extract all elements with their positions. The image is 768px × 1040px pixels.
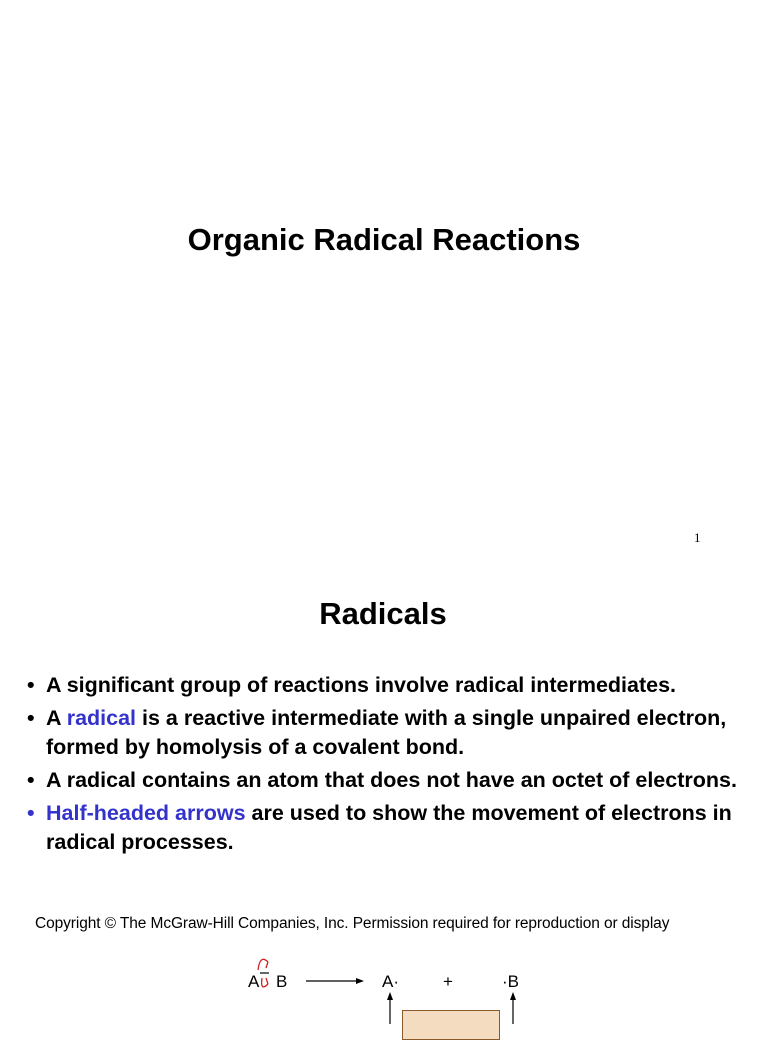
term-radical: radical — [66, 706, 137, 730]
pointer-arrowhead-right-icon — [510, 992, 516, 1000]
bullet-item — [27, 766, 757, 795]
pointer-arrowhead-left-icon — [387, 992, 393, 1000]
bullet-text-before: A — [46, 706, 67, 730]
half-headed-arrow-up-tip-icon — [266, 962, 268, 968]
page-number: 1 — [694, 530, 701, 545]
reaction-arrowhead-icon — [356, 978, 364, 984]
slide-2-title: Radicals — [319, 596, 447, 631]
radical-a: A· — [382, 972, 399, 991]
homolysis-equation — [240, 956, 540, 1024]
atom-b: B — [276, 972, 288, 991]
slide-2 — [0, 576, 768, 1024]
bullet-dot: • — [27, 673, 35, 697]
copyright-notice: Copyright © The McGraw-Hill Companies, Inc. Permission required for reproduction or display — [35, 915, 670, 932]
radical-b: ·B — [502, 972, 519, 991]
bullet-text-after: is a reactive intermediate with a single unpaired electron, formed by homolysis of a covalent bond. — [46, 706, 727, 759]
bullet-dot: • — [27, 706, 35, 730]
term-half-headed-arrows: Half-headed arrows — [46, 801, 246, 825]
bullet-item — [27, 799, 757, 857]
half-headed-arrow-down-tip-icon — [266, 978, 268, 984]
plus-sign: + — [443, 972, 453, 991]
bullet-text-after: are used to show the movement of electrons in radical processes. — [46, 801, 732, 854]
radicals-label-box — [402, 1010, 500, 1040]
bullet-list — [27, 671, 757, 861]
bullet-text: A significant group of reactions involve radical intermediates. — [46, 673, 677, 697]
bullet-dot: • — [27, 768, 35, 792]
slide-1-title: Organic Radical Reactions — [187, 222, 581, 257]
bullet-text: A radical contains an atom that does not have an octet of electrons. — [46, 768, 737, 792]
bullet-item — [27, 671, 757, 700]
bullet-item — [27, 704, 757, 762]
atom-a: A — [248, 972, 260, 991]
bullet-dot: • — [27, 801, 35, 825]
